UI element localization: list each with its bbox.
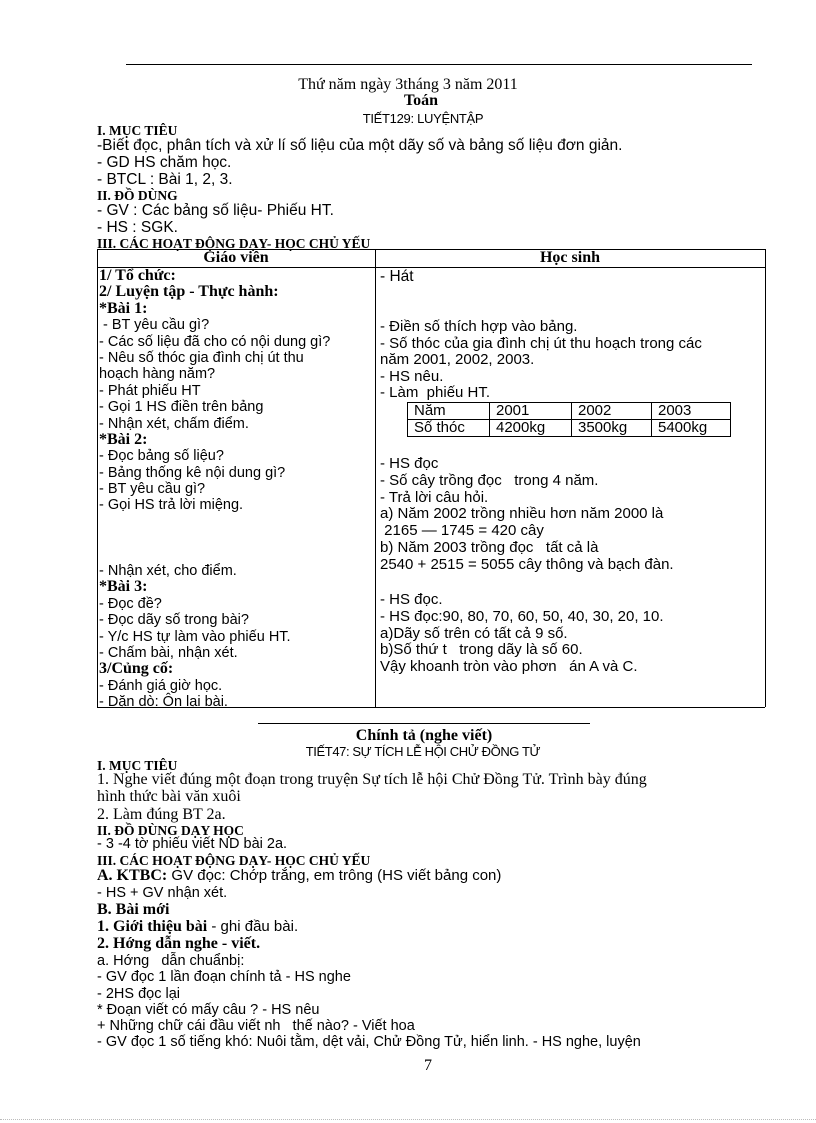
teacher-line: - Nhận xét, cho điểm. xyxy=(99,563,237,580)
teacher-line xyxy=(99,530,330,546)
teacher-line: *Bài 1: xyxy=(99,299,148,317)
student-line: - HS nêu. xyxy=(380,367,444,385)
table-cell: 3500kg xyxy=(572,420,652,437)
section-separator xyxy=(258,723,590,724)
table-cell: 2003 xyxy=(652,403,731,420)
teacher-line: - BT yêu cầu gì? xyxy=(99,481,206,498)
student-line: năm 2001, 2002, 2003. xyxy=(380,351,535,369)
student-line: a)Dãy số trên có tất cả 9 số. xyxy=(380,624,568,642)
teacher-line: - Đọc đề? xyxy=(99,595,162,612)
page-bottom-edge xyxy=(0,1119,816,1120)
lesson1-materials-heading: II. ĐỒ DÙNG xyxy=(97,188,178,203)
student-line: - HS đọc. xyxy=(380,591,443,608)
lesson2-activities-heading: III. CÁC HOẠT ĐỘNG DẠY- HỌC CHỦ YẾU xyxy=(97,853,371,868)
teacher-line: - Gọi 1 HS điền trên bảng xyxy=(99,399,264,416)
new-lesson-heading: B. Bài mới xyxy=(97,901,170,918)
table-row xyxy=(408,403,731,420)
lesson2-objective: hình thức bài văn xuôi xyxy=(97,788,241,805)
lesson1-period-title: TIẾT129: LUYỆNTẬP xyxy=(362,111,484,126)
ktbc-label: A. KTBC: xyxy=(97,867,168,884)
teacher-line: - Các số liệu đã cho có nội dung gì? xyxy=(99,333,331,350)
teacher-line: 3/Củng cố: xyxy=(99,660,174,678)
lesson1-activities-heading: III. CÁC HOẠT ĐỘNG DẠY- HỌC CHỦ YẾU xyxy=(97,236,371,251)
teacher-line xyxy=(99,514,330,530)
guide-line: a. Hớng dẫn chuẩnbị: xyxy=(97,953,245,969)
teacher-line: - Gọi HS trả lời miệng. xyxy=(99,497,244,514)
teacher-line: 1/ Tổ chức: xyxy=(99,267,176,284)
student-bai1 xyxy=(380,319,702,402)
table-cell: 4200kg xyxy=(490,420,572,437)
lesson2-objective: 2. Làm đúng BT 2a. xyxy=(97,806,226,823)
lesson1-objective: - BTCL : Bài 1, 2, 3. xyxy=(97,171,233,188)
teacher-line: - Bảng thống kê nội dung gì? xyxy=(99,464,286,481)
guide-line: + Những chữ cái đầu viết nh thế nào? - Viết hoa xyxy=(97,1018,415,1035)
teacher-line: - Nhận xét, chấm điểm. xyxy=(99,415,249,432)
student-line: - HS đọc:90, 80, 70, 60, 50, 40, 30, 20, 10. xyxy=(380,607,664,625)
intro-text: - ghi đầu bài. xyxy=(207,918,299,935)
teacher-line: - Đọc bảng số liệu? xyxy=(99,448,224,465)
lesson2-materials-heading: II. ĐỒ DÙNG DẠY HỌC xyxy=(97,823,244,838)
intro-line xyxy=(97,918,298,936)
teacher-line: 2/ Luyện tập - Thực hành: xyxy=(99,283,279,301)
student-line: - Số cây trồng đọc trong 4 năm. xyxy=(380,471,599,489)
table-cell: 5400kg xyxy=(652,420,731,437)
student-line: b) Năm 2003 trồng đọc tất cả là xyxy=(380,538,599,556)
ktbc-line-2: - HS + GV nhận xét. xyxy=(97,885,228,901)
header-student: Học sinh xyxy=(539,249,600,266)
guide-line: - GV đọc 1 số tiếng khó: Nuôi tằm, dệt vải, Chử Đồng Tử, hiển linh. - HS nghe, luyện xyxy=(97,1034,641,1051)
lesson2-subject: Chính tả (nghe viết) xyxy=(355,727,493,744)
student-line: - Điền số thích hợp vào bảng. xyxy=(380,318,578,335)
ktbc-line xyxy=(97,867,501,885)
lesson2-material: - 3 -4 tờ phiếu viết ND bài 2a. xyxy=(97,836,288,852)
table-cell: Năm xyxy=(408,403,490,420)
intro-label: 1. Giới thiệu bài xyxy=(97,918,208,935)
date-line: Thứ năm ngày 3tháng 3 năm 2011 xyxy=(298,76,518,93)
lesson1-subject: Toán xyxy=(403,92,439,109)
teacher-line: - Nêu số thóc gia đình chị út thu xyxy=(99,349,304,366)
guide-line: * Đoạn viết có mấy câu ? - HS nêu xyxy=(97,1001,320,1018)
student-bai2 xyxy=(380,456,674,574)
guide-line: - GV đọc 1 lần đoạn chính tả - HS nghe xyxy=(97,969,351,986)
lesson1-material: - GV : Các bảng số liệu- Phiếu HT. xyxy=(97,202,334,219)
teacher-line xyxy=(99,547,330,563)
teacher-line: - BT yêu cầu gì? xyxy=(99,317,210,334)
student-line: - Làm phiếu HT. xyxy=(380,384,491,402)
lesson2-objectives-heading: I. MỤC TIÊU xyxy=(97,758,178,773)
teacher-line: - Đọc dãy số trong bài? xyxy=(99,612,249,629)
lesson1-objective: -Biết đọc, phân tích và xử lí số liệu của một dãy số và bảng số liệu đơn giản. xyxy=(97,137,623,154)
lesson2-objective: 1. Nghe viết đúng một đoạn trong truyện Sự tích lễ hội Chử Đồng Tử. Trình bày đúng xyxy=(97,771,647,788)
teacher-line: - Đánh giá giờ học. xyxy=(99,677,223,694)
student-line: - Hát xyxy=(380,268,414,285)
top-rule xyxy=(126,64,752,65)
teacher-line: - Y/c HS tự làm vào phiếu HT. xyxy=(99,628,291,645)
student-line: - Số thóc của gia đình chị út thu hoạch trong các xyxy=(380,334,702,352)
guide-heading: 2. Hớng dẫn nghe - viết. xyxy=(97,935,261,952)
student-line: - HS đọc xyxy=(380,455,439,472)
header-teacher: Giáo viên xyxy=(203,249,269,266)
table-cell: 2001 xyxy=(490,403,572,420)
lesson1-objective: - GD HS chăm học. xyxy=(97,154,232,171)
teacher-line: - Chấm bài, nhận xét. xyxy=(99,644,238,661)
table-row xyxy=(408,420,731,437)
page-number: 7 xyxy=(424,1057,432,1074)
guide-line: - 2HS đọc lại xyxy=(97,985,181,1002)
student-bai3 xyxy=(380,592,664,676)
table-cell: 2002 xyxy=(572,403,652,420)
teacher-line: *Bài 2: xyxy=(99,430,148,448)
lesson2-period-title: TIẾT47: SỰ TÍCH LỄ HỘI CHỬ ĐỒNG TỬ xyxy=(305,744,541,759)
teacher-line: - Dặn dò: Ôn lại bài. xyxy=(99,694,228,711)
student-line: Vậy khoanh tròn vào phơn án A và C. xyxy=(380,658,638,676)
teacher-column xyxy=(99,268,330,711)
table-cell: Số thóc xyxy=(408,420,490,437)
student-line: 2540 + 2515 = 5055 cây thông và bạch đàn. xyxy=(380,555,674,573)
student-line: b)Số thứ t trong dãy là số 60. xyxy=(380,641,583,659)
student-line: 2165 — 1745 = 420 cây xyxy=(380,522,544,540)
lesson1-objectives-heading: I. MỤC TIÊU xyxy=(97,123,178,138)
lesson1-material: - HS : SGK. xyxy=(97,219,178,236)
teacher-line: hoạch hàng năm? xyxy=(99,366,216,383)
student-line: a) Năm 2002 trồng nhiều hơn năm 2000 là xyxy=(380,505,664,523)
student-line: - Trả lời câu hỏi. xyxy=(380,488,489,506)
ktbc-text: GV đọc: Chớp trắng, em trông (HS viết bảng con) xyxy=(167,867,502,884)
teacher-line: - Phát phiếu HT xyxy=(99,382,201,399)
guide-lines xyxy=(97,953,641,1051)
rice-yield-table xyxy=(407,402,731,437)
teacher-line: *Bài 3: xyxy=(99,578,148,596)
